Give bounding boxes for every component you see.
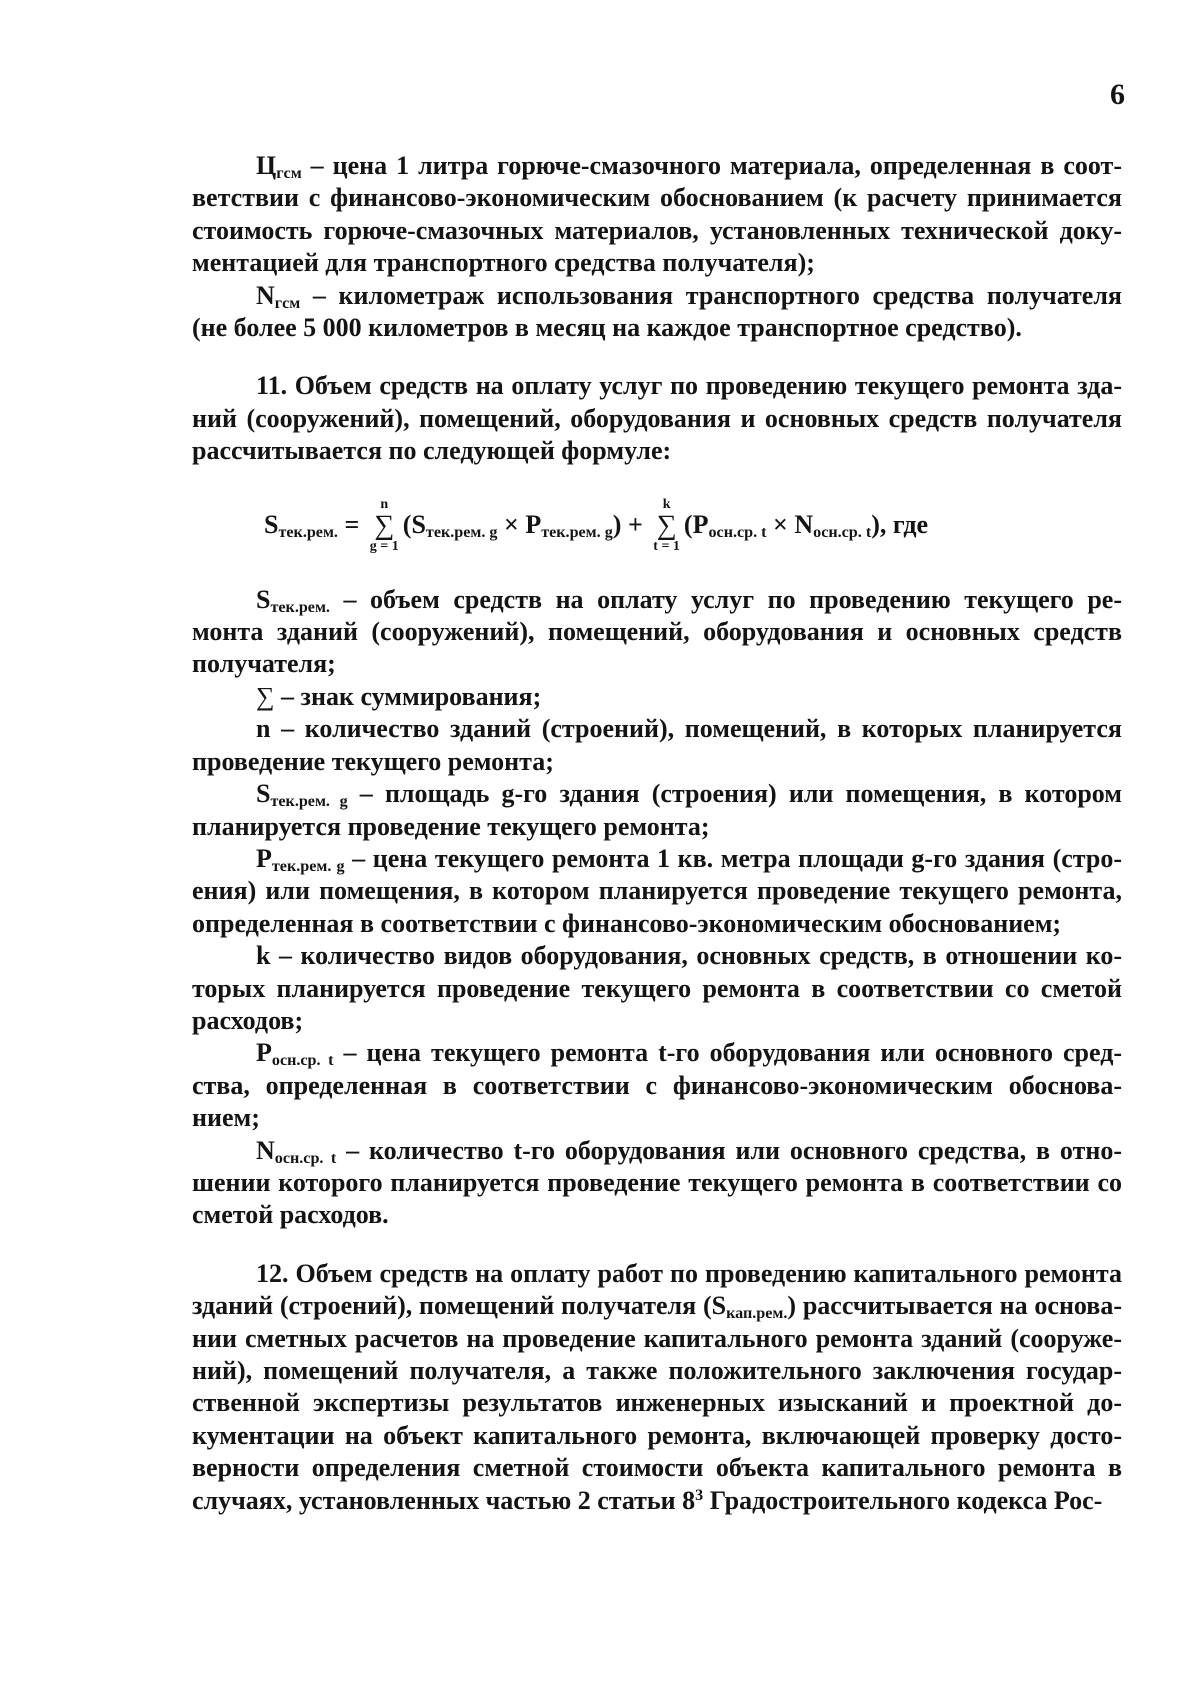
sum-upper-limit: n bbox=[380, 496, 389, 512]
times-sign: × bbox=[766, 510, 795, 540]
paren: ( bbox=[683, 510, 693, 540]
formula-subscript: осн.ср. t bbox=[813, 524, 872, 542]
formula-symbol: S bbox=[411, 510, 426, 540]
sigma-symbol: ∑ bbox=[656, 509, 677, 541]
definition-s-tekrem bbox=[192, 584, 1122, 681]
times-sign: × bbox=[497, 510, 526, 540]
symbol-subscript: тек.рем. g bbox=[270, 793, 348, 811]
definition-k bbox=[192, 940, 1122, 1037]
symbol-subscript: гсм bbox=[274, 294, 301, 312]
sigma-symbol: ∑ bbox=[374, 509, 395, 541]
page-content bbox=[192, 150, 1122, 1517]
definition-n bbox=[192, 713, 1122, 778]
symbol-subscript: тек.рем. g bbox=[271, 857, 345, 875]
formula-lhs bbox=[264, 509, 338, 541]
symbol: P bbox=[256, 843, 272, 873]
definition-sigma bbox=[192, 681, 1122, 713]
definition-text: – объем средств на оплату услуг по проведению текущего ре-монта зданий (сооружений), помещений, оборудования и основных средств получателя; bbox=[192, 584, 1122, 679]
formula-symbol: N bbox=[794, 510, 814, 540]
symbol: S bbox=[256, 584, 271, 614]
formula-term-1 bbox=[403, 509, 622, 541]
formula-subscript: тек.рем. bbox=[278, 524, 338, 542]
definition-text: – количество t-го оборудования или основного средства, в отно-шении которого планируется проведение текущего ремонта в соответствии со сметой расходов. bbox=[192, 1135, 1123, 1230]
definition-text: – километраж использования транспортного средства получателя (не более 5 000 километров в месяц на каждое транспортное средство). bbox=[192, 280, 1122, 343]
formula-term-2 bbox=[684, 509, 880, 541]
symbol: n bbox=[256, 714, 271, 744]
formula-equals: = bbox=[337, 510, 366, 540]
sum-lower-limit: t = 1 bbox=[653, 538, 680, 554]
symbol-subscript: тек.рем. bbox=[270, 598, 330, 616]
paragraph-text: 12. Объем средств на оплату работ по проведению капитального ремонта зданий (строений), помещений получателя (S bbox=[192, 1258, 1122, 1321]
paren: ) bbox=[612, 510, 622, 540]
definition-p-g bbox=[192, 843, 1122, 940]
sum-lower-limit: g = 1 bbox=[369, 538, 399, 554]
current-repair-formula bbox=[192, 468, 1122, 584]
item-11-paragraph: 11. Объем средств на оплату услуг по проведению текущего ремонта зда-ний (сооружений), помещений, оборудования и основных средств получателя рассчитывается по следующей формуле: bbox=[192, 371, 1122, 466]
definition-p-t bbox=[192, 1037, 1122, 1134]
item-12-paragraph bbox=[192, 1258, 1122, 1517]
definition-n-gsm bbox=[192, 280, 1122, 345]
symbol-subscript: кап.рем. bbox=[726, 1305, 788, 1323]
sum-upper-limit: k bbox=[662, 496, 671, 512]
definition-text: – количество зданий (строений), помещений, в которых планируется проведение текущего ремонта; bbox=[192, 714, 1122, 776]
definition-text: – количество видов оборудования, основных средств, в отношении ко-торых планируется проведение текущего ремонта в соответствии со сметой расходов; bbox=[192, 941, 1122, 1035]
formula-symbol: P bbox=[525, 510, 542, 540]
formula-symbol: P bbox=[692, 510, 709, 540]
symbol-subscript: осн.ср. t bbox=[271, 1052, 334, 1070]
symbol-subscript: осн.ср. t bbox=[274, 1149, 337, 1167]
superscript: 3 bbox=[695, 1486, 704, 1504]
formula-plus: + bbox=[621, 510, 650, 540]
symbol: ∑ bbox=[256, 681, 275, 711]
definition-text: – цена текущего ремонта t-го оборудования или основного сред-ства, определенная в соответствии с финансово-экономическим обоснова-нием; bbox=[192, 1038, 1122, 1133]
definition-n-t bbox=[192, 1135, 1122, 1232]
definition-text: – цена 1 литра горюче-смазочного материала, определенная в соот-ветствии с финансово-экономическим обоснованием (к расчету принимается стоимость горюче-смазочных материалов, установленных технической доку-ментацией для транспортного средства получателя); bbox=[192, 151, 1122, 278]
symbol: Ц bbox=[256, 151, 277, 180]
paragraph-text: ) рассчитывается на основа-нии сметных расчетов на проведение капитального ремонта зданий (сооруже-ний), помещений получателя, а также положительного заключения государ-ственной экспертизы результатов инженерных изысканий и проектной до-кументации на объект капитального ремонта, включающей проверку досто-верности определения сметной стоимости объекта капитального ремонта в случаях, установленных частью 2 статьи 8 bbox=[192, 1291, 1122, 1515]
summation-g bbox=[370, 497, 399, 555]
definition-s-g bbox=[192, 778, 1122, 843]
formula-symbol: S bbox=[264, 510, 279, 540]
page-number: 6 bbox=[1110, 78, 1125, 111]
symbol: N bbox=[256, 280, 275, 310]
symbol: k bbox=[256, 941, 271, 971]
paren: ) bbox=[871, 510, 880, 540]
definition-text: – знак суммирования; bbox=[274, 681, 542, 711]
summation-t bbox=[653, 497, 680, 555]
formula-subscript: осн.ср. t bbox=[708, 524, 767, 542]
paren: ( bbox=[402, 510, 412, 540]
formula-subscript: тек.рем. g bbox=[541, 524, 613, 542]
formula-tail: , где bbox=[879, 510, 929, 540]
definition-c-gsm bbox=[192, 150, 1122, 280]
symbol-subscript: гсм bbox=[276, 165, 302, 183]
definition-text: – площадь g-го здания (строения) или помещения, в котором планируется проведение текущего ремонта; bbox=[192, 779, 1122, 841]
symbol: P bbox=[256, 1038, 272, 1068]
definition-text: – цена текущего ремонта 1 кв. метра площади g-го здания (стро-ения) или помещения, в котором планируется проведение текущего ремонта, определенная в соответствии с финансово-экономическим обоснованием; bbox=[192, 843, 1122, 938]
symbol: S bbox=[256, 779, 271, 809]
symbol: N bbox=[256, 1135, 275, 1165]
formula-subscript: тек.рем. g bbox=[425, 524, 498, 542]
paragraph-text: Градостроительного кодекса Рос- bbox=[703, 1485, 1103, 1515]
